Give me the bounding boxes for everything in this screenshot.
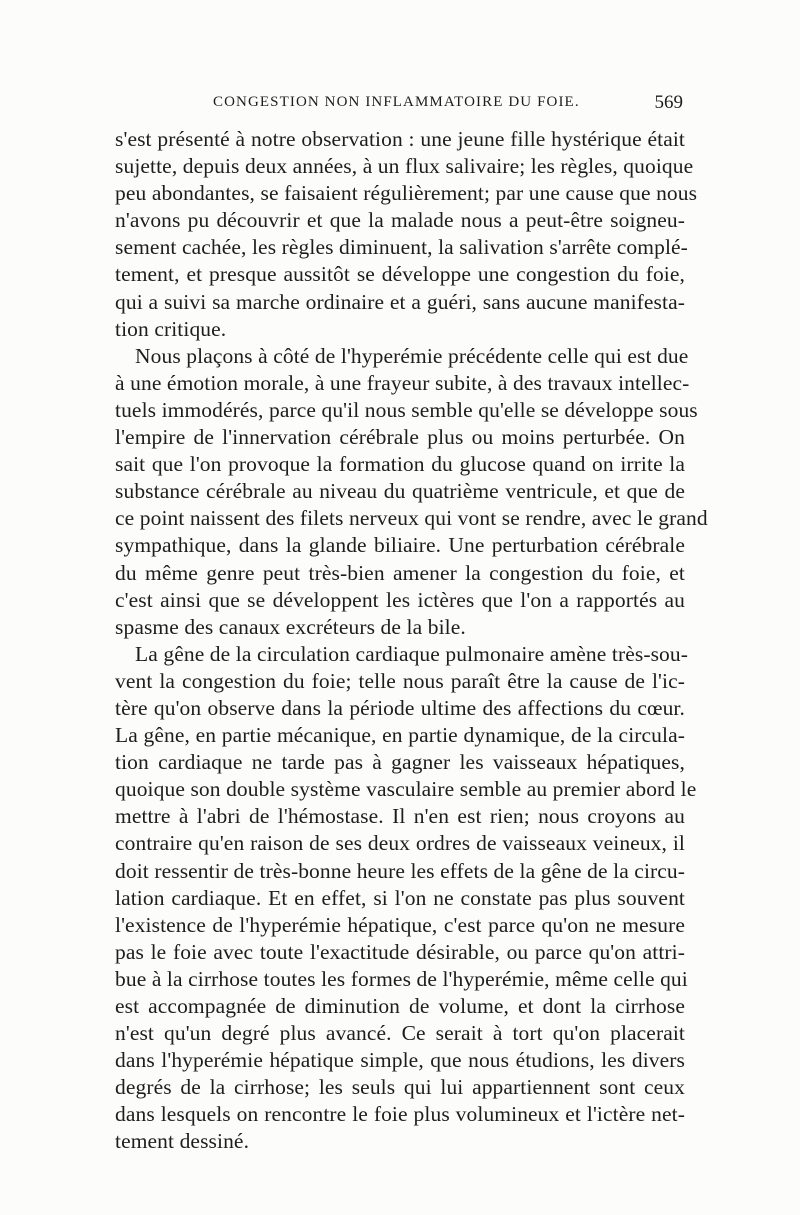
text-line: lation cardiaque. Et en effet, si l'on ne constate pas plus souvent: [115, 885, 685, 910]
text-line: s'est présenté à notre observation : une jeune fille hystérique était: [115, 127, 685, 151]
text-line: c'est ainsi que se développent les ictères que l'on a rapportés au: [115, 587, 685, 612]
text-line: sujette, depuis deux années, à un flux salivaire; les règles, quoique: [115, 154, 694, 179]
text-line: dans lesquels on rencontre le foie plus volumineux et l'ictère net-: [115, 1102, 685, 1127]
text-line: est accompagnée de diminution de volume, et dont la cirrhose: [115, 994, 685, 1018]
running-title: CONGESTION NON INFLAMMATOIRE DU FOIE.: [213, 94, 580, 110]
text-line: l'empire de l'innervation cérébrale plus ou moins perturbée. On: [115, 425, 685, 450]
text-line: La gêne de la circulation cardiaque pulmonaire amène très-sou-: [135, 641, 689, 666]
text-line: doit ressentir de très-bonne heure les effets de la gêne de la circu-: [115, 858, 686, 883]
text-line: mettre à l'abri de l'hémostase. Il n'en est rien; nous croyons au: [115, 804, 685, 829]
text-line: qui a suivi sa marche ordinaire et a guéri, sans aucune manifesta-: [115, 289, 685, 314]
text-line: tère qu'on observe dans la période ultime des affections du cœur.: [115, 695, 685, 720]
text-line: l'existence de l'hyperémie hépatique, c'est parce qu'on ne mesure: [115, 912, 685, 937]
text-line: tement dessiné.: [115, 1129, 250, 1154]
text-line: tion critique.: [115, 316, 227, 341]
page-number: 569: [654, 92, 683, 113]
text-line: du même genre peut très-bien amener la congestion du foie, et: [115, 560, 685, 585]
text-line: tement, et presque aussitôt se développe une congestion du foie,: [115, 262, 685, 287]
text-line: peu abondantes, se faisaient régulièrement; par une cause que nous: [115, 181, 698, 206]
text-line: contraire qu'en raison de ses deux ordres de vaisseaux veineux, il: [115, 831, 685, 856]
text-line: spasme des canaux excréteurs de la bile.: [115, 614, 466, 639]
text-line: Nous plaçons à côté de l'hyperémie précédente celle qui est due: [135, 343, 689, 368]
text-line: vent la congestion du foie; telle nous paraît être la cause de l'ic-: [115, 668, 685, 693]
text-line: à une émotion morale, à une frayeur subite, à des travaux intellec-: [115, 370, 690, 395]
text-line: sympathique, dans la glande biliaire. Une perturbation cérébrale: [115, 533, 685, 558]
text-line: n'est qu'un degré plus avancé. Ce serait à tort qu'on placerait: [115, 1021, 685, 1046]
text-line: degrés de la cirrhose; les seuls qui lui appartiennent sont ceux: [115, 1075, 685, 1100]
text-line: quoique son double système vasculaire semble au premier abord le: [115, 777, 697, 802]
text-line: bue à la cirrhose toutes les formes de l'hyperémie, même celle qui: [115, 966, 688, 991]
text-line: ce point naissent des filets nerveux qui vont se rendre, avec le grand: [115, 506, 708, 531]
text-line: dans l'hyperémie hépatique simple, que nous étudions, les divers: [115, 1048, 685, 1073]
running-head: [115, 94, 683, 118]
text-line: sait que l'on provoque la formation du glucose quand on irrite la: [115, 452, 685, 477]
text-line: tion cardiaque ne tarde pas à gagner les vaisseaux hépatiques,: [115, 750, 685, 775]
body-text: [115, 126, 708, 1156]
text-line: sement cachée, les règles diminuent, la salivation s'arrête complé-: [115, 235, 688, 260]
text-line: tuels immodérés, parce qu'il nous semble qu'elle se développe sous: [115, 397, 698, 422]
text-line: substance cérébrale au niveau du quatrième ventricule, et que de: [115, 479, 685, 504]
text-line: pas le foie avec toute l'exactitude désirable, ou parce qu'on attri-: [115, 939, 685, 964]
text-line: n'avons pu découvrir et que la malade nous a peut-être soigneu-: [115, 208, 685, 233]
text-line: La gêne, en partie mécanique, en partie dynamique, de la circula-: [115, 723, 685, 748]
